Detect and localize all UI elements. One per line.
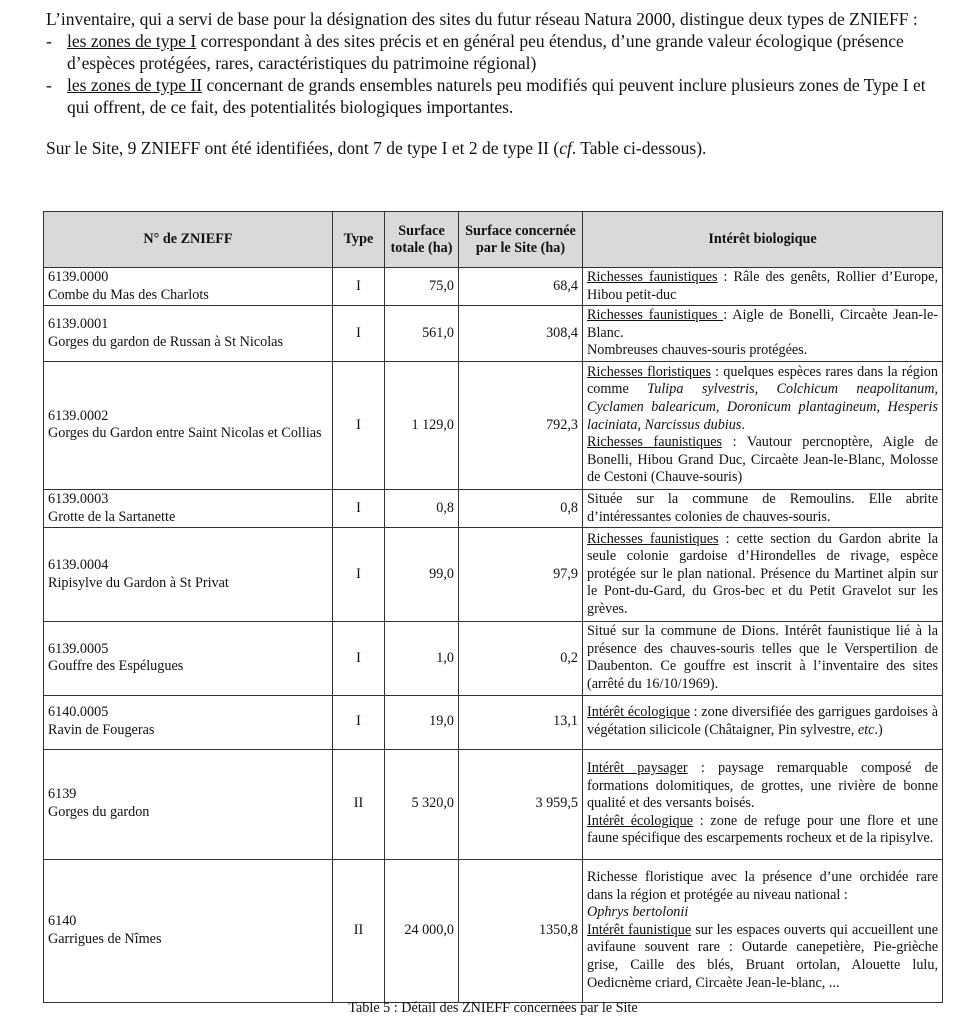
znieff-id-cell	[44, 306, 333, 362]
znieff-code: 6139.0002	[48, 407, 109, 424]
surface-totale: 0,8	[385, 489, 459, 527]
surface-site: 308,4	[459, 306, 583, 362]
interet-label: Intérêt écologique	[587, 704, 690, 721]
interet-text: .	[741, 416, 745, 433]
bullet-dash: -	[46, 31, 52, 51]
type-1-term: les zones de type I	[67, 31, 197, 51]
surface-site: 0,8	[459, 489, 583, 527]
interet-biologique	[583, 695, 943, 749]
znieff-id-cell	[44, 361, 333, 489]
table-row	[44, 268, 943, 306]
type-2-description: concernant de grands ensembles naturels peu modifiés qui peuvent inclure plusieurs zones de Type I et qui offrent, de ce fait, des potentialités biologiques importantes.	[67, 75, 926, 117]
interet-paragraph	[587, 922, 938, 992]
surface-totale: 561,0	[385, 306, 459, 362]
surface-site: 3 959,5	[459, 749, 583, 859]
znieff-id-cell	[44, 268, 333, 306]
interet-text: .)	[874, 722, 883, 739]
bullet-dash: -	[46, 75, 52, 95]
surface-totale: 19,0	[385, 695, 459, 749]
interet-paragraph	[587, 364, 938, 434]
znieff-code: 6139.0004	[48, 557, 109, 574]
interet-paragraph	[587, 813, 938, 848]
surface-site: 97,9	[459, 528, 583, 622]
znieff-type: I	[333, 528, 385, 622]
znieff-id-cell	[44, 622, 333, 695]
table-row	[44, 859, 943, 1002]
interet-label: Richesses faunistiques	[587, 269, 718, 285]
interet-biologique	[583, 859, 943, 1002]
intro-bullet-type-1	[46, 30, 938, 74]
interet-paragraph	[587, 269, 938, 304]
interet-text: : quelques espèces rares dans la région comme	[587, 363, 938, 398]
header-surface-totale: Surface totale (ha)	[385, 212, 459, 268]
intro-text	[46, 8, 938, 159]
interet-paragraph	[587, 869, 938, 904]
interet-label: Intérêt faunistique	[587, 921, 692, 938]
znieff-id-cell	[44, 489, 333, 527]
znieff-type: I	[333, 489, 385, 527]
surface-site: 792,3	[459, 361, 583, 489]
surface-totale: 99,0	[385, 528, 459, 622]
interet-paragraph	[587, 434, 938, 487]
znieff-type: I	[333, 622, 385, 695]
interet-label: Richesses faunistiques	[587, 307, 724, 324]
znieff-id-cell	[44, 859, 333, 1002]
header-surface-site: Surface concernée par le Site (ha)	[459, 212, 583, 268]
interet-paragraph	[587, 307, 938, 342]
surface-totale: 1 129,0	[385, 361, 459, 489]
interet-text: Richesse floristique avec la présence d’une orchidée rare dans la région et protégée au niveau national :	[587, 868, 938, 903]
intro-paragraph: L’inventaire, qui a servi de base pour la désignation des sites du futur réseau Natura 2000, distingue deux types de ZNIEFF :	[46, 9, 918, 29]
znieff-name: Ripisylve du Gardon à St Privat	[48, 574, 229, 591]
znieff-type: I	[333, 306, 385, 362]
surface-site: 13,1	[459, 695, 583, 749]
summary-paragraph	[46, 137, 938, 159]
interet-paragraph	[587, 342, 938, 360]
interet-text: : cette section du Gardon abrite la seule colonie gardoise d’Hirondelles de rivage, espèce protégée sur le plan national. Présence du Martinet alpin sur le Pont-du-Gard, du Gros-bec et du Petit Gravelot sur les grèves.	[587, 530, 938, 618]
species-name: Ophrys bertolonii	[587, 904, 689, 921]
table-row	[44, 749, 943, 859]
interet-biologique	[583, 361, 943, 489]
surface-site: 68,4	[459, 268, 583, 306]
table-row	[44, 622, 943, 695]
surface-site: 0,2	[459, 622, 583, 695]
surface-site: 1350,8	[459, 859, 583, 1002]
table-row	[44, 695, 943, 749]
interet-text: : Aigle de Bonelli, Circaète Jean-le-Blanc.	[587, 307, 939, 341]
interet-label: Intérêt paysager	[587, 760, 688, 777]
znieff-code: 6139	[48, 786, 77, 803]
interet-biologique	[583, 622, 943, 695]
znieff-name: Gorges du gardon	[48, 804, 150, 821]
interet-text: : zone diversifiée des garrigues gardoises à végétation silicicole (Châtaigner, Pin sylvestre,	[587, 704, 939, 739]
znieff-id-cell	[44, 528, 333, 622]
znieff-type: I	[333, 268, 385, 306]
znieff-name: Grotte de la Sartanette	[48, 508, 176, 525]
interet-label: Richesses faunistiques	[587, 434, 723, 451]
interet-text: : zone de refuge pour une flore et une faune spécifique des escarpements rocheux et de la ripisylve.	[587, 812, 939, 847]
surface-totale: 24 000,0	[385, 859, 459, 1002]
type-2-term: les zones de type II	[67, 75, 203, 95]
summary-cf: cf	[559, 138, 572, 158]
znieff-code: 6139.0000	[48, 269, 109, 285]
species-name: etc	[857, 722, 875, 739]
table-header	[44, 212, 943, 268]
intro-bullet-type-2	[46, 74, 938, 118]
interet-paragraph	[587, 704, 938, 739]
znieff-type: II	[333, 859, 385, 1002]
znieff-name: Gorges du gardon de Russan à St Nicolas	[48, 333, 283, 350]
table-row	[44, 361, 943, 489]
table-row	[44, 528, 943, 622]
interet-text: : paysage remarquable composé de formations dolomitiques, de grottes, une rivière de bonne qualité et des versants boisés.	[587, 760, 938, 812]
interet-text: : Vautour percnoptère, Aigle de Bonelli, Hibou Grand Duc, Circaète Jean-le-Blanc, Molosse de Cestoni (Chauve-souris)	[587, 434, 939, 486]
znieff-id-cell	[44, 749, 333, 859]
znieff-code: 6139.0003	[48, 490, 109, 507]
znieff-type: II	[333, 749, 385, 859]
interet-biologique	[583, 268, 943, 306]
znieff-id-cell	[44, 695, 333, 749]
interet-text: Situé sur la commune de Dions. Intérêt faunistique lié à la présence des chauves-souris telles que le Verspertilion de Daubenton. Ce gouffre est inscrit à l’inventaire des sites (arrêté du 16/10/1969).	[587, 623, 938, 692]
table-row	[44, 306, 943, 362]
interet-paragraph	[587, 904, 938, 922]
znieff-name: Gorges du Gardon entre Saint Nicolas et Collias	[48, 425, 322, 442]
interet-paragraph	[587, 760, 938, 813]
interet-biologique	[583, 749, 943, 859]
znieff-code: 6139.0005	[48, 640, 109, 657]
surface-totale: 75,0	[385, 268, 459, 306]
interet-text: : Râle des genêts, Rollier d’Europe, Hibou petit-duc	[587, 269, 938, 303]
interet-text: sur les espaces ouverts qui accueillent une avifaune souvent rare : Outarde canepetière, Pie-grièche grise, Caille des blés, Bruant ortolan, Alouette lulu, Oedicnème criard, Circaète Jean-le-blanc, ...	[587, 921, 939, 991]
type-1-description: correspondant à des sites précis et en général peu étendus, d’une grande valeur écologique (présence d’espèces protégées, rares, caractéristiques du patrimoine régional)	[67, 31, 904, 73]
znieff-table	[43, 211, 943, 1003]
summary-text-a: Sur le Site, 9 ZNIEFF ont été identifiées, dont 7 de type I et 2 de type II (	[46, 138, 560, 158]
header-type: Type	[333, 212, 385, 268]
surface-totale: 1,0	[385, 622, 459, 695]
znieff-name: Gouffre des Espélugues	[48, 658, 184, 675]
species-name: Tulipa sylvestris, Colchicum neapolitanum, Cyclamen balearicum, Doronicum plantagineum, Hesperis laciniata, Narcissus dubius	[587, 381, 938, 433]
interet-biologique	[583, 528, 943, 622]
znieff-code: 6140	[48, 912, 77, 929]
interet-biologique	[583, 306, 943, 362]
znieff-name: Ravin de Fougeras	[48, 722, 155, 739]
znieff-code: 6140.0005	[48, 704, 109, 721]
interet-biologique	[583, 489, 943, 527]
znieff-name: Garrigues de Nîmes	[48, 930, 162, 947]
table-caption: Table 5 : Détail des ZNIEFF concernées par le Site	[348, 1000, 638, 1016]
header-interet: Intérêt biologique	[583, 212, 943, 268]
znieff-type: I	[333, 695, 385, 749]
interet-text: Située sur la commune de Remoulins. Elle abrite d’intéressantes colonies de chauves-souris.	[587, 490, 938, 525]
interet-text: Nombreuses chauves-souris protégées.	[587, 342, 808, 359]
interet-label: Richesses floristiques	[587, 363, 711, 380]
znieff-type: I	[333, 361, 385, 489]
interet-paragraph	[587, 623, 938, 693]
interet-paragraph	[587, 491, 938, 526]
summary-text-b: . Table ci-dessous).	[571, 138, 707, 158]
znieff-code: 6139.0001	[48, 315, 109, 332]
interet-label: Intérêt écologique	[587, 812, 694, 829]
interet-paragraph	[587, 531, 938, 619]
header-num: N° de ZNIEFF	[44, 212, 333, 268]
surface-totale: 5 320,0	[385, 749, 459, 859]
table-row	[44, 489, 943, 527]
interet-label: Richesses faunistiques	[587, 530, 719, 547]
znieff-name: Combe du Mas des Charlots	[48, 286, 209, 303]
table-body	[44, 268, 943, 1003]
